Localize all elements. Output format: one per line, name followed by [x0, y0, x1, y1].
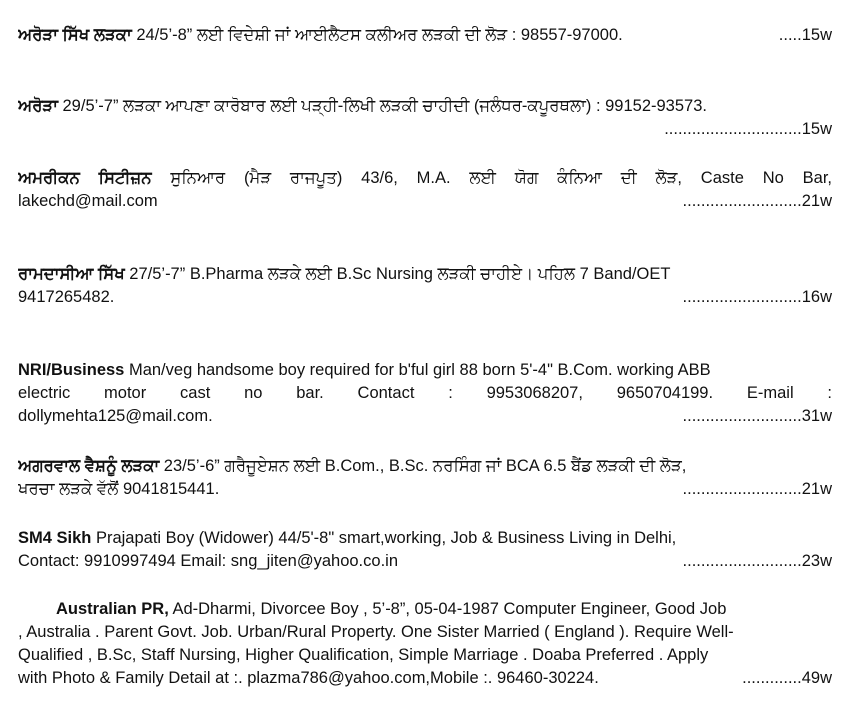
classified-ad-6 — [18, 455, 832, 501]
ad-code: ..........................31w — [682, 407, 832, 425]
ad-body: Ad-Dharmi, Divorcee Boy , 5’-8”, 05-04-1987 Computer Engineer, Good Job — [168, 600, 727, 618]
classified-ad-5 — [18, 359, 832, 428]
ad-code: ..............................15w — [664, 120, 832, 138]
ad-body: 27/5’-7” B.Pharma ਲੜਕੇ ਲਈ B.Sc Nursing ਲੜਕੀ ਚਾਹੀਏ। ਪਹਿਲ 7 Band/OET — [124, 265, 671, 283]
ad-heading: ਅਰੋੜਾ — [18, 97, 58, 115]
ad-code: ..........................23w — [682, 552, 832, 570]
ad-body: with Photo & Family Detail at :. plazma786@yahoo.com,Mobile :. 96460-30224. — [18, 669, 599, 687]
ad-line — [18, 95, 832, 118]
ad-body: 24/5’-8” ਲਈ ਵਿਦੇਸ਼ੀ ਜਾਂ ਆਈਲੈਟਸ ਕਲੀਅਰ ਲੜਕੀ ਦੀ ਲੋੜ : 98557-97000. — [131, 26, 623, 44]
ad-line — [18, 478, 832, 501]
ad-body: electric motor cast no bar. Contact : 9953068207, 9650704199. E-mail : — [18, 384, 832, 402]
ad-line — [18, 550, 832, 573]
ad-line — [18, 263, 832, 286]
ad-contact: Contact: 9910997494 Email: sng_jiten@yahoo.co.in — [18, 552, 398, 570]
ad-line — [18, 286, 832, 309]
ad-line — [18, 118, 832, 141]
classified-ad-8 — [18, 598, 832, 690]
ad-line — [18, 359, 832, 382]
ad-body: 29/5’-7” ਲੜਕਾ ਆਪਣਾ ਕਾਰੋਬਾਰ ਲਈ ਪੜ੍ਹੀ-ਲਿਖੀ ਲੜਕੀ ਚਾਹੀਦੀ (ਜਲੰਧਰ-ਕਪੂਰਥਲਾ) : 99152-93573. — [57, 97, 707, 115]
ad-line — [18, 527, 832, 550]
ad-body: ਸੁਨਿਆਰ (ਮੈੜ ਰਾਜਪੂਤ) 43/6, M.A. ਲਈ ਯੋਗ ਕੰਨਿਆ ਦੀ ਲੋੜ, Caste No Bar, — [151, 169, 832, 187]
ad-body: 23/5’-6” ਗਰੈਜੂਏਸ਼ਨ ਲਈ B.Com., B.Sc. ਨਰਸਿੰਗ ਜਾਂ BCA 6.5 ਬੈਂਡ ਲੜਕੀ ਦੀ ਲੋੜ, — [159, 457, 687, 475]
ad-email: dollymehta125@mail.com. — [18, 407, 213, 425]
ad-line — [18, 405, 832, 428]
ad-line — [18, 167, 832, 190]
ad-body: Qualified , B.Sc, Staff Nursing, Higher Qualification, Simple Marriage . Doaba Preferred . Apply — [18, 646, 709, 664]
ad-text — [18, 24, 623, 47]
ad-code: ..........................21w — [682, 192, 832, 210]
ad-body: Man/veg handsome boy required for b'ful girl 88 born 5'-4" B.Com. working ABB — [124, 361, 711, 379]
ad-body: ਖਰਚਾ ਲੜਕੇ ਵੱਲੋਂ 9041815441. — [18, 480, 220, 498]
classified-ad-4 — [18, 263, 832, 309]
ad-heading: SM4 Sikh — [18, 529, 92, 547]
ad-line — [18, 382, 832, 405]
ad-line — [18, 644, 832, 667]
classified-ad-1 — [18, 24, 832, 47]
ad-body: , Australia . Parent Govt. Job. Urban/Rural Property. One Sister Married ( England ). Require Well- — [18, 623, 734, 641]
ad-code: .............49w — [742, 669, 832, 687]
ad-line — [18, 190, 832, 213]
ad-line — [18, 667, 832, 690]
ad-heading: ਅਮਰੀਕਨ ਸਿਟੀਜ਼ਨ — [18, 169, 152, 187]
ad-line — [18, 455, 832, 478]
classified-ad-2 — [18, 95, 832, 141]
ad-heading: ਅਰੋੜਾ ਸਿੱਖ ਲੜਕਾ — [18, 26, 132, 44]
ad-heading: ਅਗਰਵਾਲ ਵੈਸ਼ਨੂੰ ਲੜਕਾ — [18, 457, 160, 475]
ad-code: .....15w — [778, 26, 832, 44]
ad-heading: NRI/Business — [18, 361, 125, 379]
ad-code: ..........................21w — [682, 480, 832, 498]
ad-line — [18, 24, 832, 47]
ad-email: lakechd@mail.com — [18, 192, 158, 210]
ad-phone: 9417265482. — [18, 288, 115, 306]
ad-body: Prajapati Boy (Widower) 44/5'-8" smart,working, Job & Business Living in Delhi, — [91, 529, 677, 547]
ad-line — [18, 621, 832, 644]
ad-heading: ਰਾਮਦਾਸੀਆ ਸਿੱਖ — [18, 265, 125, 283]
ad-line — [18, 598, 832, 621]
classified-ad-7 — [18, 527, 832, 573]
ad-heading: Australian PR, — [56, 600, 169, 618]
ad-code: ..........................16w — [682, 288, 832, 306]
classified-ad-3 — [18, 167, 832, 213]
